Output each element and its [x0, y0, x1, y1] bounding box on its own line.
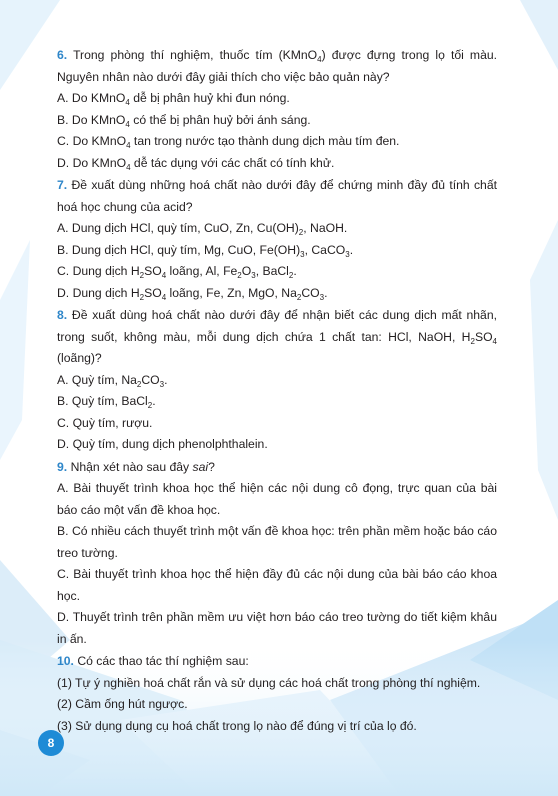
- question-8-option-b: B. Quỳ tím, BaCl$_2$.: [57, 394, 156, 410]
- question-10-stem: 10. Có các thao tác thí nghiệm sau:: [57, 654, 249, 668]
- question-9-option-a: A. Bài thuyết trình khoa học thể hiện các nội dung cô đọng, trực quan của bài báo cáo một vấn đề khoa học.: [57, 481, 497, 517]
- question-7-option-b: B. Dung dịch HCl, quỳ tím, Mg, CuO, $Fe(OH)_3$, CaCO$_3$.: [57, 242, 354, 259]
- question-list: [57, 45, 497, 737]
- question-10-item-2: (2) Cầm ống hút ngược.: [57, 697, 188, 711]
- question-10-item-3: (3) Sử dụng dụng cụ hoá chất trong lọ nào để đúng vị trí của lọ đó.: [57, 718, 417, 733]
- question-6-option-d: D. Do KMnO$_4$ dễ tác dụng với các chất có tính khử.: [57, 155, 335, 172]
- question-9-option-d: D. Thuyết trình trên phần mềm ưu việt hơn báo cáo treo tường do tiết kiệm khâu in ấn.: [57, 610, 497, 646]
- question-6-option-a: A. Do KMnO$_4$ dễ bị phân huỷ khi đun nóng.: [57, 91, 290, 107]
- question-9-option-b: B. Có nhiều cách thuyết trình một vấn đề khoa học: trên phần mềm hoặc báo cáo treo tường.: [57, 524, 497, 560]
- question-6-option-c: C. Do KMnO$_4$ tan trong nước tạo thành dung dịch màu tím đen.: [57, 134, 400, 150]
- page-number-badge: 8: [38, 730, 64, 756]
- question-8-option-a: A. Quỳ tím, $Na_2CO_3$.: [57, 372, 168, 389]
- question-9-option-c: C. Bài thuyết trình khoa học thể hiện đầy đủ các nội dung của bài báo cáo khoa học.: [57, 567, 497, 603]
- question-9-stem: 9. Nhận xét nào sau đây sai?: [57, 459, 215, 474]
- question-10-item-1: (1) Tự ý nghiền hoá chất rắn và sử dụng các hoá chất trong phòng thí nghiệm.: [57, 675, 481, 690]
- question-8-option-d: D. Quỳ tím, dung dịch phenolphthalein.: [57, 437, 268, 451]
- question-6-number: 6.: [57, 48, 68, 62]
- question-9-number: 9.: [57, 459, 68, 474]
- question-7-number: 7.: [57, 178, 68, 192]
- question-8-option-c: C. Quỳ tím, rượu.: [57, 415, 153, 430]
- question-7-stem: 7. Đề xuất dùng những hoá chất nào dưới đây để chứng minh đầy đủ tính chất hoá học chung của acid?: [57, 178, 497, 214]
- question-8-stem: 8. Đề xuất dùng hoá chất nào dưới đây để nhận biết các dung dịch mất nhãn, trong suốt, không màu, mỗi dung dịch chứa 1 chất tan: HCl, NaOH, $H_2SO_4$ (loãng)?: [57, 308, 497, 365]
- question-7-option-d: D. Dung dịch $H_2SO_4$ loãng, Fe, Zn, MgO, $Na_2CO_3$.: [57, 285, 328, 302]
- question-8-number: 8.: [57, 308, 68, 322]
- question-6-option-b: B. Do KMnO$_4$ có thể bị phân huỷ bởi ánh sáng.: [57, 112, 311, 129]
- question-7-option-a: A. Dung dịch HCl, quỳ tím, CuO, Zn, $Cu(OH)_2$, NaOH.: [57, 221, 348, 237]
- question-7-option-c: C. Dung dịch $H_2SO_4$ loãng, Al, $Fe_2O_3$, BaCl$_2$.: [57, 264, 297, 280]
- question-6-stem: 6. Trong phòng thí nghiệm, thuốc tím (KMnO$_4$) được đựng trong lọ tối màu. Nguyên nhân nào dưới đây giải thích cho việc bảo quản này?: [57, 48, 498, 84]
- question-10-number: 10.: [57, 654, 74, 668]
